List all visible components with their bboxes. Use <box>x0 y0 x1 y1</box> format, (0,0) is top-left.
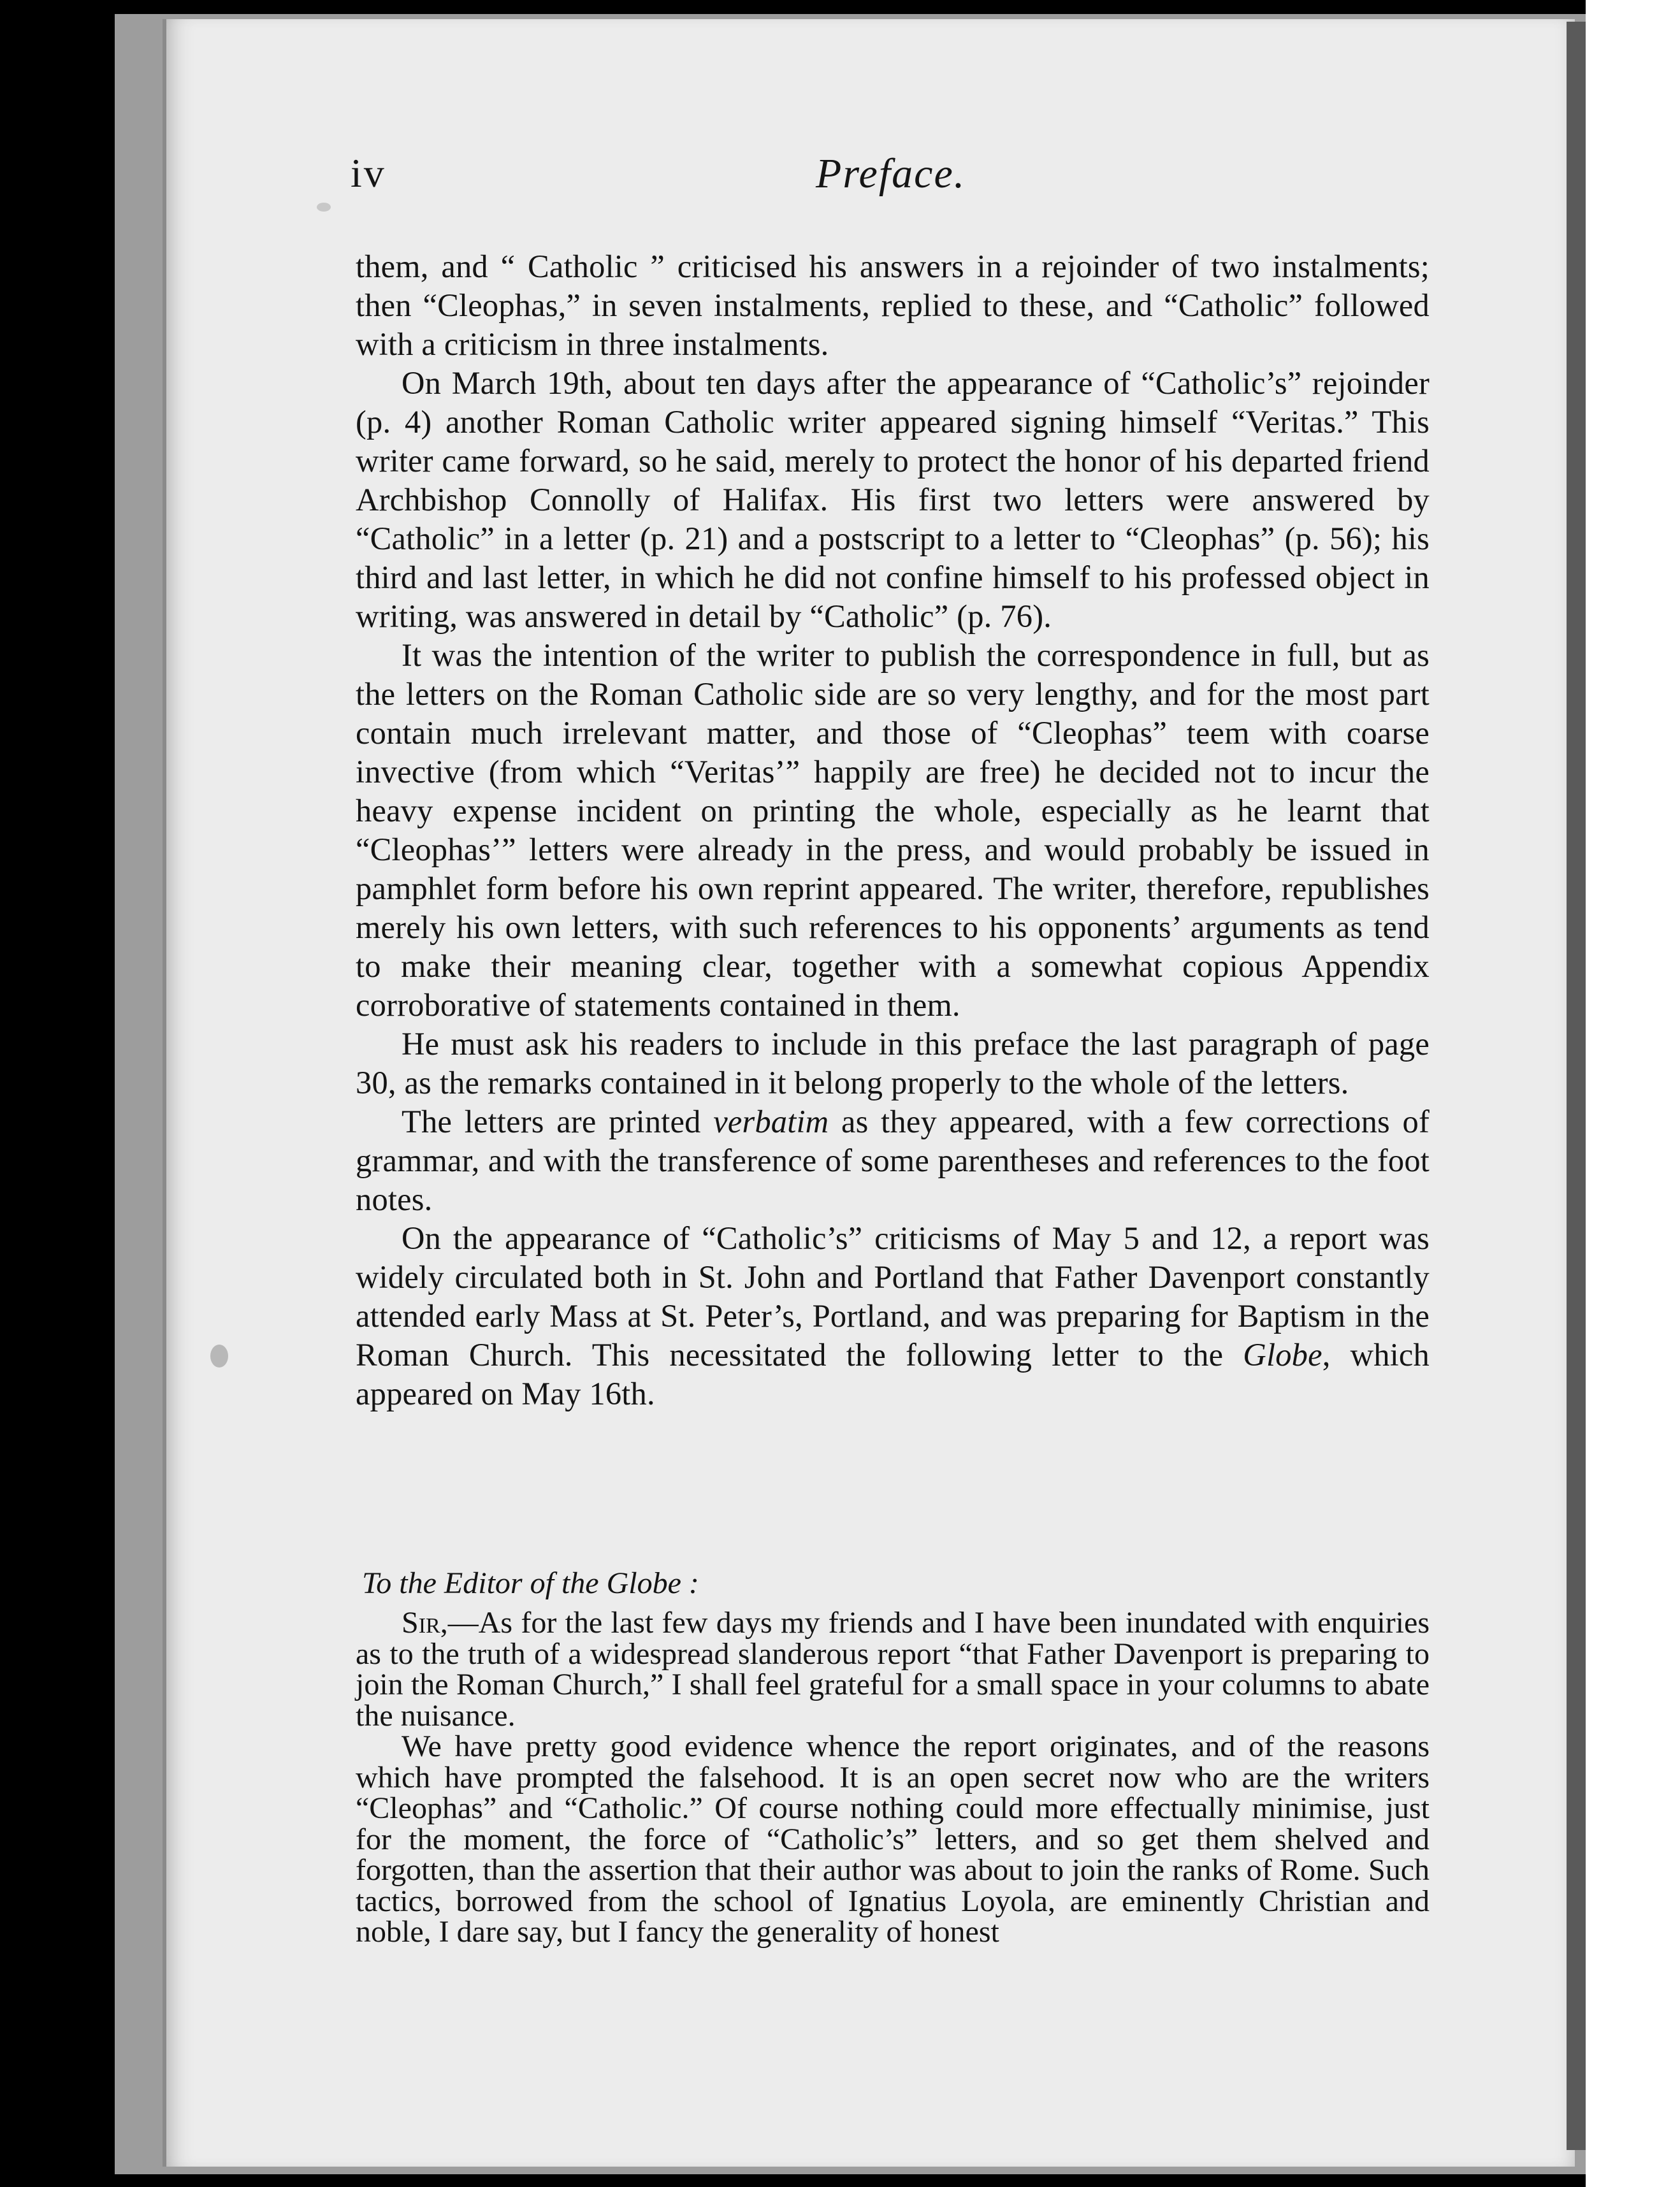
paragraph: them, and “ Catholic ” criticised his answers in a rejoinder of two instalments; then “Cleophas,” in seven instalments, replied to these, and “Catholic” followed with a criticism in three instalments. <box>356 249 1430 362</box>
letter-text: —As for the last few days my friends and I have been inundated with enquiries as to the truth of a widespread slanderous report “that Father Davenport is preparing to join the Roman Church,” I shall feel grateful for a small space in your columns to abate the nuisance. <box>356 1606 1430 1733</box>
scan-speck <box>317 203 331 212</box>
paragraph-text: , which appeared on May 16th. <box>356 1337 1430 1411</box>
paragraph <box>356 1102 1430 1219</box>
paragraph-text: as they appeared, with a few corrections of grammar, and with the transference of some parentheses and references to the foot notes. <box>356 1104 1430 1217</box>
italic-word: verbatim <box>713 1104 829 1139</box>
letter-paragraph: We have pretty good evidence whence the report originates, and of the reasons which have prompted the falsehood. It is an open secret now who are the writers “Cleophas” and “Catholic.” Of course nothing could more effectually minimise, just for the moment, the force of “Catholic’s” letters, and so get them shelved and forgotten, than the assertion that their author was about to join the ranks of Rome. Such tactics, borrowed from the school of Ignatius Loyola, are eminently Christian and noble, I dare say, but I fancy the generality of honest <box>356 1729 1430 1949</box>
paragraph: On March 19th, about ten days after the appearance of “Catholic’s” rejoinder (p. 4) another Roman Catholic writer appeared signing himself “Veritas.” This writer came forward, so he said, merely to protect the honor of his departed friend Archbishop Connolly of Halifax. His first two letters were answered by “Catholic” in a letter (p. 21) and a postscript to a letter to “Cleophas” (p. 56); his third and last letter, in which he did not confine himself to his professed object in writing, was answered in detail by “Catholic” (p. 76). <box>356 365 1430 634</box>
paragraph-text: The letters are printed <box>402 1104 714 1139</box>
scan-margin <box>1586 0 1680 2187</box>
paragraph <box>356 1219 1430 1413</box>
page-number: iv <box>351 150 386 196</box>
quoted-letter <box>356 1564 1430 1948</box>
paragraph-text: On the appearance of “Catholic’s” criticisms of May 5 and 12, a report was widely circulated both in St. John and Portland that Father Davenport constantly attended early Mass at St. Peter’s, Portland, and was preparing for Baptism in the Roman Church. This necessitated the following letter to the <box>356 1220 1430 1373</box>
page-edge-shadow <box>1567 22 1586 2150</box>
italic-word: Globe <box>1243 1337 1322 1373</box>
paragraph: He must ask his readers to include in this preface the last paragraph of page 30, as the remarks contained in it belong properly to the whole of the letters. <box>356 1026 1430 1101</box>
letter-paragraph <box>356 1608 1430 1731</box>
running-head <box>351 150 1428 220</box>
letter-opening-word: Sir, <box>402 1606 448 1640</box>
paragraph: It was the intention of the writer to publish the correspondence in full, but as the letters on the Roman Catholic side are so very lengthy, and for the most part contain much irrelevant matter, and those of “Cleophas” teem with coarse invective (from which “Veritas’” happily are free) he decided not to incur the heavy expense incident on printing the whole, especially as he learnt that “Cleophas’” letters were already in the press, and would probably be issued in pamphlet form before his own reprint appeared. The writer, therefore, republishes merely his own letters, with such references to his opponents’ arguments as tend to make their meaning clear, together with a somewhat copious Appendix corroborative of statements contained in them. <box>356 637 1430 1023</box>
preface-body <box>356 247 1430 1413</box>
scan-speck <box>210 1345 228 1368</box>
letter-salutation: To the Editor of the Globe : <box>362 1566 699 1600</box>
running-title: Preface. <box>816 150 966 197</box>
